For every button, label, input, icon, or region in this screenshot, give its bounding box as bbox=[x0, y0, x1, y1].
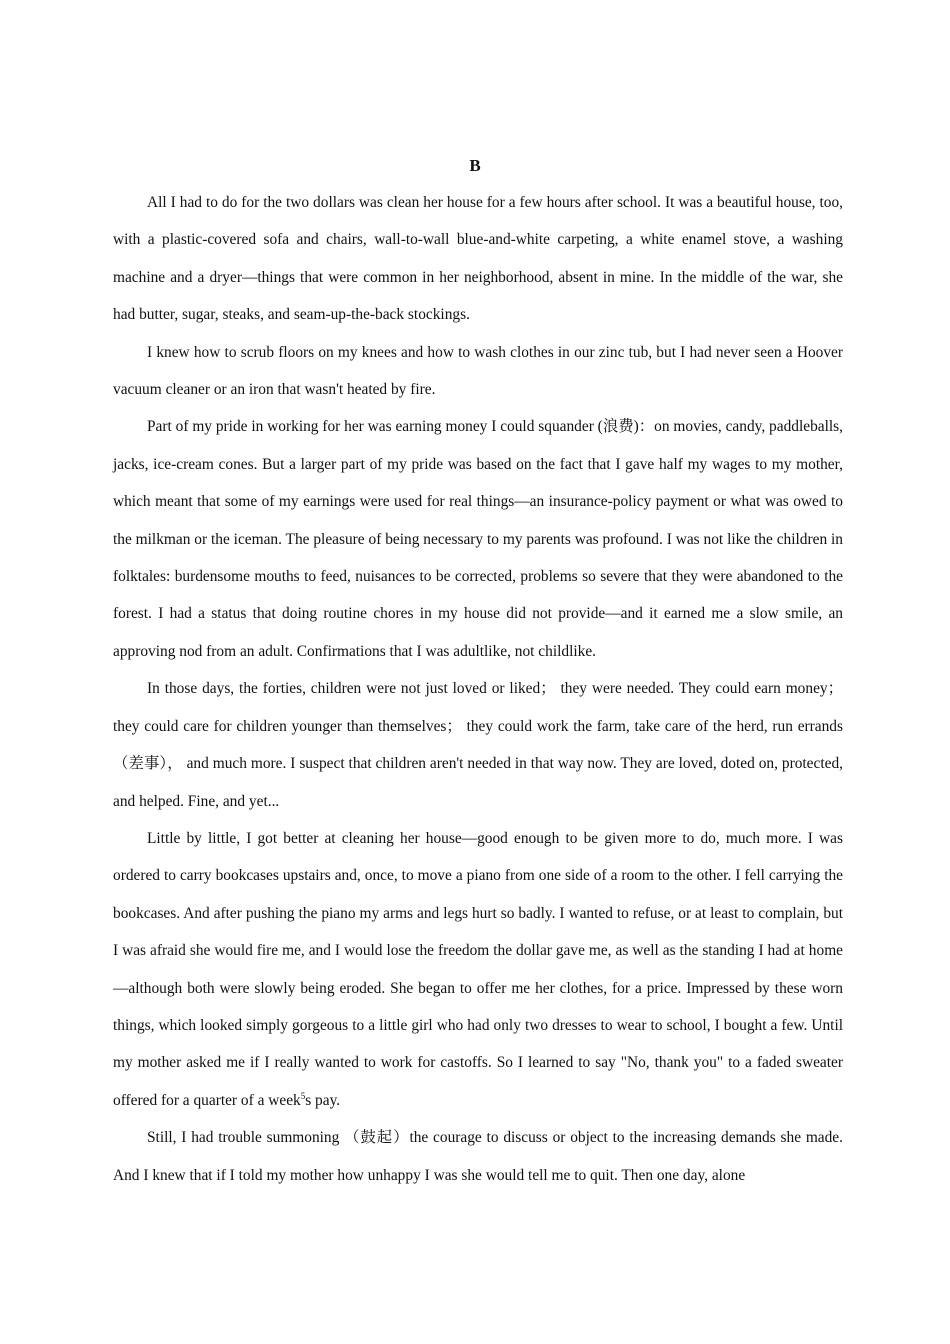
paragraph-3: Part of my pride in working for her was earning money I could squander (浪费)：on movies, candy, paddleballs, jacks, ice-cream cones. But a larger part of my pride was based on the fact that I gave half my wages to my mother, which meant that some of my earnings were used for real things—an insurance-policy payment or what was owed to the milkman or the iceman. The pleasure of being necessary to my parents was profound. I was not like the children in folktales: burdensome mouths to feed, nuisances to be corrected, problems so severe that they were abandoned to the forest. I had a status that doing routine chores in my house did not provide—and it earned me a slow smile, an approving nod from an adult. Confirmations that I was adultlike, not childlike. bbox=[113, 418, 843, 660]
section-title: B bbox=[469, 156, 481, 175]
paragraph-2: I knew how to scrub floors on my knees and how to wash clothes in our zinc tub, but I had never seen a Hoover vacuum cleaner or an iron that wasn't heated by fire. bbox=[113, 343, 843, 399]
paragraph-6: Still, I had trouble summoning （鼓起）the courage to discuss or object to the increasing demands she made. And I knew that if I told my mother how unhappy I was she would tell me to quit. Then one day, alone bbox=[113, 1129, 843, 1184]
paragraph-4: In those days, the forties, children were not just loved or liked； they were needed. They could earn money； they could care for children younger than themselves； they could work the farm, take care of the herd, run errands（差事）， and much more. I suspect that children aren't needed in that way now. They are loved, doted on, protected, and helped. Fine, and yet... bbox=[113, 680, 843, 810]
footnote-marker: 5 bbox=[300, 1090, 306, 1101]
passage-body bbox=[113, 184, 843, 1194]
paragraph-5 bbox=[113, 820, 843, 1119]
paragraph-5-text: Little by little, I got better at cleaning her house—good enough to be given more to do, much more. I was ordered to carry bookcases upstairs and, once, to move a piano from one side of a room to the other. I fell carrying the bookcases. And after pushing the piano my arms and legs hurt so badly. I wanted to refuse, or at least to complain, but I was afraid she would fire me, and I would lose the freedom the dollar gave me, as well as the standing I had at home—although both were slowly being eroded. She began to offer me her clothes, for a price. Impressed by these worn things, which looked simply gorgeous to a little girl who had only two dresses to wear to school, I bought a few. Until my mother asked me if I really wanted to work for castoffs. So I learned to say "No, thank you" to a faded sweater offered for a quarter of a week bbox=[113, 829, 843, 1109]
paragraph-5-tail: s pay. bbox=[305, 1091, 341, 1109]
paragraph-1: All I had to do for the two dollars was clean her house for a few hours after school. It was a beautiful house, too, with a plastic-covered sofa and chairs, wall-to-wall blue-and-white carpeting, a white enamel stove, a washing machine and a dryer—things that were common in her neighborhood, absent in mine. In the middle of the war, she had butter, sugar, steaks, and seam-up-the-back stockings. bbox=[113, 194, 843, 324]
